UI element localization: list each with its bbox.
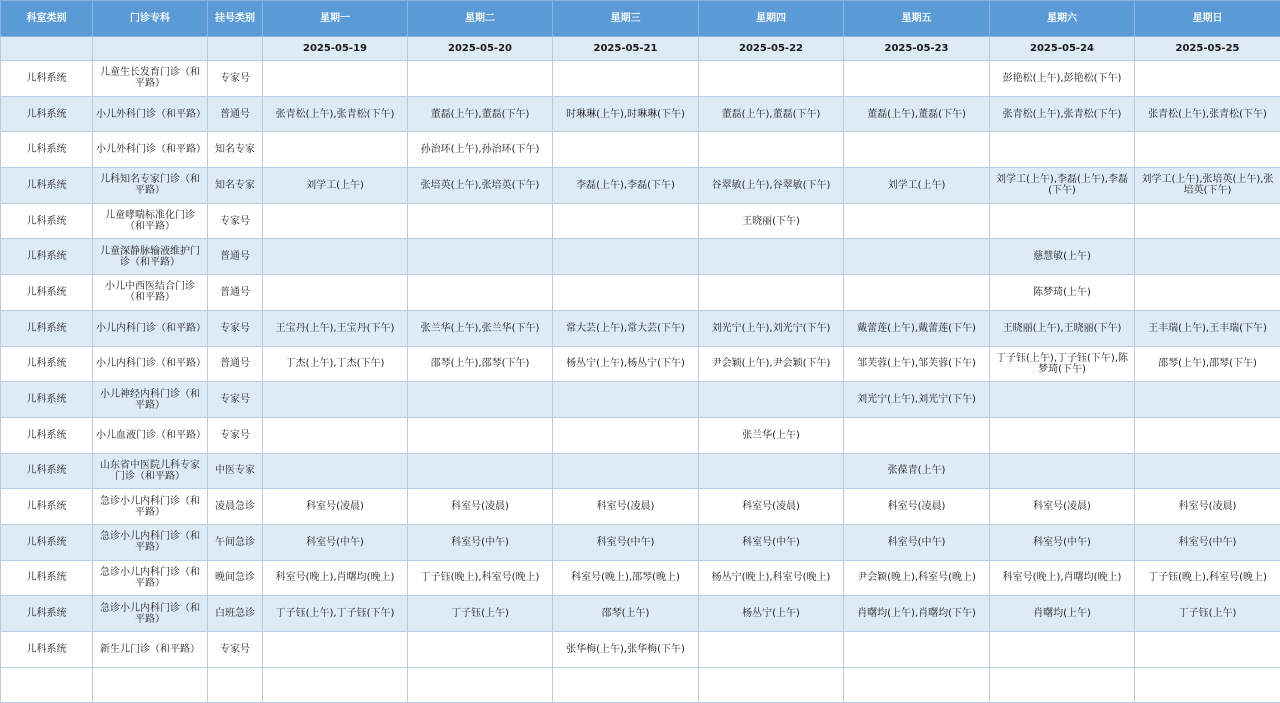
clinic-cell: 急诊小儿内科门诊（和平路） xyxy=(93,524,208,560)
schedule-cell: 彭艳松(上午),彭艳松(下午) xyxy=(990,61,1135,97)
table-row xyxy=(1,61,1280,97)
column-header: 星期五 xyxy=(844,1,990,37)
table-row xyxy=(1,382,1280,418)
registration-type-cell: 白班急诊 xyxy=(208,596,263,632)
schedule-cell: 张青松(上午),张青松(下午) xyxy=(990,96,1135,132)
registration-type-cell: 专家号 xyxy=(208,417,263,453)
schedule-cell xyxy=(990,132,1135,168)
schedule-cell: 张兰华(上午) xyxy=(699,417,844,453)
clinic-cell: 山东省中医院儿科专家门诊（和平路） xyxy=(93,453,208,489)
department-cell: 儿科系统 xyxy=(1,346,93,382)
schedule-cell xyxy=(263,61,408,97)
department-cell: 儿科系统 xyxy=(1,453,93,489)
table-row xyxy=(1,453,1280,489)
schedule-cell: 杨丛宁(上午) xyxy=(699,596,844,632)
table-body xyxy=(1,61,1280,703)
table-row xyxy=(1,275,1280,311)
schedule-cell: 刘学工(上午),李磊(上午),李磊(下午) xyxy=(990,168,1135,204)
schedule-cell xyxy=(408,632,553,668)
registration-type-cell: 晚间急诊 xyxy=(208,560,263,596)
column-header: 挂号类别 xyxy=(208,1,263,37)
schedule-cell xyxy=(1135,61,1280,97)
schedule-cell: 科室号(凌晨) xyxy=(1135,489,1280,525)
table-row xyxy=(1,239,1280,275)
date-cell xyxy=(1,37,93,61)
schedule-cell: 科室号(中午) xyxy=(844,524,990,560)
schedule-cell xyxy=(553,382,699,418)
schedule-cell: 刘学工(上午) xyxy=(263,168,408,204)
department-cell: 儿科系统 xyxy=(1,203,93,239)
empty-cell xyxy=(1135,667,1280,703)
schedule-cell: 邵琴(上午),邵琴(下午) xyxy=(408,346,553,382)
empty-cell xyxy=(93,667,208,703)
column-header: 星期二 xyxy=(408,1,553,37)
department-cell: 儿科系统 xyxy=(1,524,93,560)
table-row-empty xyxy=(1,667,1280,703)
clinic-cell: 急诊小儿内科门诊（和平路） xyxy=(93,489,208,525)
registration-type-cell: 专家号 xyxy=(208,632,263,668)
registration-type-cell: 知名专家 xyxy=(208,168,263,204)
schedule-cell: 张葆青(上午) xyxy=(844,453,990,489)
schedule-cell xyxy=(408,239,553,275)
schedule-cell xyxy=(844,417,990,453)
table-row xyxy=(1,168,1280,204)
department-cell: 儿科系统 xyxy=(1,239,93,275)
date-cell: 2025-05-22 xyxy=(699,37,844,61)
schedule-cell xyxy=(990,203,1135,239)
schedule-cell: 杨丛宁(晚上),科室号(晚上) xyxy=(699,560,844,596)
empty-cell xyxy=(1,667,93,703)
date-cell: 2025-05-23 xyxy=(844,37,990,61)
table-row xyxy=(1,346,1280,382)
schedule-cell xyxy=(263,417,408,453)
date-cell: 2025-05-24 xyxy=(990,37,1135,61)
table-row xyxy=(1,417,1280,453)
schedule-cell xyxy=(263,632,408,668)
schedule-cell xyxy=(1135,453,1280,489)
schedule-cell: 杨丛宁(上午),杨丛宁(下午) xyxy=(553,346,699,382)
department-cell: 儿科系统 xyxy=(1,417,93,453)
schedule-cell: 刘学工(上午),张培英(上午),张培英(下午) xyxy=(1135,168,1280,204)
registration-type-cell: 中医专家 xyxy=(208,453,263,489)
schedule-cell: 常大芸(上午),常大芸(下午) xyxy=(553,310,699,346)
date-cell: 2025-05-21 xyxy=(553,37,699,61)
schedule-cell: 董磊(上午),董磊(下午) xyxy=(408,96,553,132)
department-cell: 儿科系统 xyxy=(1,596,93,632)
schedule-cell: 李磊(上午),李磊(下午) xyxy=(553,168,699,204)
schedule-cell: 刘光宁(上午),刘光宁(下午) xyxy=(699,310,844,346)
schedule-cell xyxy=(1135,382,1280,418)
schedule-cell: 张华梅(上午),张华梅(下午) xyxy=(553,632,699,668)
date-cell xyxy=(208,37,263,61)
date-cell: 2025-05-19 xyxy=(263,37,408,61)
schedule-cell: 肖曙均(上午),肖曙均(下午) xyxy=(844,596,990,632)
date-cell xyxy=(93,37,208,61)
schedule-cell xyxy=(844,132,990,168)
table-row xyxy=(1,560,1280,596)
schedule-cell: 王宝丹(上午),王宝丹(下午) xyxy=(263,310,408,346)
empty-cell xyxy=(553,667,699,703)
schedule-cell: 王丰瑞(上午),王丰瑞(下午) xyxy=(1135,310,1280,346)
schedule-cell xyxy=(263,382,408,418)
schedule-cell xyxy=(408,382,553,418)
registration-type-cell: 午间急诊 xyxy=(208,524,263,560)
schedule-cell: 戴蕾莲(上午),戴蕾莲(下午) xyxy=(844,310,990,346)
department-cell: 儿科系统 xyxy=(1,96,93,132)
schedule-cell: 邵琴(上午) xyxy=(553,596,699,632)
schedule-cell: 董磊(上午),董磊(下午) xyxy=(844,96,990,132)
schedule-cell: 科室号(凌晨) xyxy=(990,489,1135,525)
schedule-cell xyxy=(990,453,1135,489)
schedule-cell: 肖曙均(上午) xyxy=(990,596,1135,632)
department-cell: 儿科系统 xyxy=(1,61,93,97)
schedule-cell xyxy=(553,132,699,168)
schedule-cell xyxy=(699,382,844,418)
schedule-cell: 科室号(中午) xyxy=(990,524,1135,560)
empty-cell xyxy=(844,667,990,703)
column-header: 星期一 xyxy=(263,1,408,37)
schedule-cell xyxy=(408,417,553,453)
schedule-cell: 张培英(上午),张培英(下午) xyxy=(408,168,553,204)
schedule-cell xyxy=(844,61,990,97)
schedule-cell: 邵琴(上午),邵琴(下午) xyxy=(1135,346,1280,382)
schedule-cell xyxy=(699,632,844,668)
column-header: 星期三 xyxy=(553,1,699,37)
clinic-cell: 小儿外科门诊（和平路） xyxy=(93,132,208,168)
schedule-cell: 丁子钰(晚上),科室号(晚上) xyxy=(408,560,553,596)
schedule-cell xyxy=(1135,132,1280,168)
schedule-cell: 科室号(凌晨) xyxy=(699,489,844,525)
clinic-cell: 儿科知名专家门诊（和平路） xyxy=(93,168,208,204)
schedule-cell xyxy=(990,417,1135,453)
schedule-cell xyxy=(844,203,990,239)
clinic-cell: 儿童哮喘标准化门诊（和平路） xyxy=(93,203,208,239)
clinic-cell: 小儿内科门诊（和平路） xyxy=(93,346,208,382)
clinic-cell: 小儿血液门诊（和平路） xyxy=(93,417,208,453)
schedule-cell: 丁杰(上午),丁杰(下午) xyxy=(263,346,408,382)
schedule-cell: 科室号(凌晨) xyxy=(844,489,990,525)
clinic-cell: 急诊小儿内科门诊（和平路） xyxy=(93,560,208,596)
date-row xyxy=(1,37,1280,61)
schedule-cell: 慈慧敏(上午) xyxy=(990,239,1135,275)
department-cell: 儿科系统 xyxy=(1,275,93,311)
date-cell: 2025-05-25 xyxy=(1135,37,1280,61)
table-row xyxy=(1,632,1280,668)
schedule-cell: 王晓丽(上午),王晓丽(下午) xyxy=(990,310,1135,346)
schedule-cell: 尹会颖(晚上),科室号(晚上) xyxy=(844,560,990,596)
schedule-cell: 科室号(中午) xyxy=(263,524,408,560)
table-row xyxy=(1,310,1280,346)
schedule-cell: 丁子钰(上午),丁子钰(下午) xyxy=(263,596,408,632)
table-row xyxy=(1,524,1280,560)
schedule-cell xyxy=(844,632,990,668)
schedule-cell: 孙治环(上午),孙治环(下午) xyxy=(408,132,553,168)
department-cell: 儿科系统 xyxy=(1,132,93,168)
schedule-cell xyxy=(990,632,1135,668)
schedule-cell: 科室号(中午) xyxy=(699,524,844,560)
schedule-cell xyxy=(1135,203,1280,239)
schedule-cell: 科室号(凌晨) xyxy=(263,489,408,525)
schedule-cell: 张青松(上午),张青松(下午) xyxy=(263,96,408,132)
clinic-cell: 小儿内科门诊（和平路） xyxy=(93,310,208,346)
registration-type-cell: 普通号 xyxy=(208,239,263,275)
column-header: 星期六 xyxy=(990,1,1135,37)
schedule-cell: 科室号(凌晨) xyxy=(553,489,699,525)
empty-cell xyxy=(263,667,408,703)
department-cell: 儿科系统 xyxy=(1,632,93,668)
schedule-cell xyxy=(553,239,699,275)
schedule-cell: 丁子钰(晚上),科室号(晚上) xyxy=(1135,560,1280,596)
schedule-cell: 邹芙蓉(上午),邹芙蓉(下午) xyxy=(844,346,990,382)
schedule-cell: 时琳琳(上午),时琳琳(下午) xyxy=(553,96,699,132)
schedule-cell: 陈梦琦(上午) xyxy=(990,275,1135,311)
schedule-cell xyxy=(699,275,844,311)
registration-type-cell: 专家号 xyxy=(208,382,263,418)
schedule-cell: 谷翠敏(上午),谷翠敏(下午) xyxy=(699,168,844,204)
schedule-cell xyxy=(1135,275,1280,311)
schedule-cell xyxy=(263,132,408,168)
schedule-cell xyxy=(263,203,408,239)
schedule-cell xyxy=(1135,239,1280,275)
schedule-cell xyxy=(263,239,408,275)
schedule-cell xyxy=(1135,632,1280,668)
schedule-cell: 科室号(中午) xyxy=(408,524,553,560)
registration-type-cell: 专家号 xyxy=(208,61,263,97)
date-cell: 2025-05-20 xyxy=(408,37,553,61)
schedule-cell xyxy=(408,61,553,97)
empty-cell xyxy=(990,667,1135,703)
registration-type-cell: 凌晨急诊 xyxy=(208,489,263,525)
schedule-cell: 丁子钰(上午),丁子钰(下午),陈梦琦(下午) xyxy=(990,346,1135,382)
clinic-cell: 小儿神经内科门诊（和平路） xyxy=(93,382,208,418)
schedule-cell xyxy=(553,61,699,97)
registration-type-cell: 专家号 xyxy=(208,203,263,239)
schedule-cell: 科室号(晚上),邵琴(晚上) xyxy=(553,560,699,596)
registration-type-cell: 专家号 xyxy=(208,310,263,346)
clinic-cell: 新生儿门诊（和平路） xyxy=(93,632,208,668)
department-cell: 儿科系统 xyxy=(1,560,93,596)
clinic-cell: 儿童生长发育门诊（和平路） xyxy=(93,61,208,97)
schedule-cell xyxy=(699,132,844,168)
clinic-cell: 急诊小儿内科门诊（和平路） xyxy=(93,596,208,632)
clinic-cell: 小儿外科门诊（和平路） xyxy=(93,96,208,132)
schedule-cell xyxy=(553,203,699,239)
schedule-cell: 科室号(晚上),肖曙均(晚上) xyxy=(990,560,1135,596)
department-cell: 儿科系统 xyxy=(1,382,93,418)
table-row xyxy=(1,596,1280,632)
schedule-cell xyxy=(263,275,408,311)
schedule-cell xyxy=(408,203,553,239)
schedule-cell: 张兰华(上午),张兰华(下午) xyxy=(408,310,553,346)
registration-type-cell: 普通号 xyxy=(208,346,263,382)
schedule-cell: 尹会颖(上午),尹会颖(下午) xyxy=(699,346,844,382)
schedule-cell xyxy=(844,275,990,311)
table-row xyxy=(1,203,1280,239)
schedule-cell xyxy=(553,275,699,311)
table-row xyxy=(1,489,1280,525)
schedule-cell xyxy=(990,382,1135,418)
registration-type-cell: 知名专家 xyxy=(208,132,263,168)
schedule-cell: 丁子钰(上午) xyxy=(408,596,553,632)
column-header: 星期四 xyxy=(699,1,844,37)
schedule-cell: 科室号(中午) xyxy=(553,524,699,560)
schedule-cell xyxy=(408,453,553,489)
schedule-cell xyxy=(263,453,408,489)
schedule-cell xyxy=(408,275,553,311)
clinic-cell: 小儿中西医结合门诊（和平路） xyxy=(93,275,208,311)
schedule-cell: 刘光宁(上午),刘光宁(下午) xyxy=(844,382,990,418)
department-cell: 儿科系统 xyxy=(1,310,93,346)
schedule-cell xyxy=(553,417,699,453)
schedule-cell xyxy=(699,453,844,489)
schedule-cell xyxy=(699,239,844,275)
column-header: 星期日 xyxy=(1135,1,1280,37)
column-header: 科室类别 xyxy=(1,1,93,37)
schedule-cell xyxy=(1135,417,1280,453)
column-header: 门诊专科 xyxy=(93,1,208,37)
empty-cell xyxy=(208,667,263,703)
department-cell: 儿科系统 xyxy=(1,168,93,204)
table-row xyxy=(1,96,1280,132)
schedule-cell: 科室号(晚上),肖曙均(晚上) xyxy=(263,560,408,596)
schedule-cell xyxy=(844,239,990,275)
schedule-cell: 丁子钰(上午) xyxy=(1135,596,1280,632)
schedule-cell xyxy=(553,453,699,489)
schedule-cell: 张青松(上午),张青松(下午) xyxy=(1135,96,1280,132)
schedule-cell: 刘学工(上午) xyxy=(844,168,990,204)
header-row xyxy=(1,1,1280,37)
registration-type-cell: 普通号 xyxy=(208,96,263,132)
table-row xyxy=(1,132,1280,168)
schedule-cell: 王晓丽(下午) xyxy=(699,203,844,239)
empty-cell xyxy=(699,667,844,703)
schedule-cell: 科室号(中午) xyxy=(1135,524,1280,560)
clinic-cell: 儿童深静脉输液维护门诊（和平路） xyxy=(93,239,208,275)
department-cell: 儿科系统 xyxy=(1,489,93,525)
registration-type-cell: 普通号 xyxy=(208,275,263,311)
schedule-cell: 董磊(上午),董磊(下午) xyxy=(699,96,844,132)
schedule-cell: 科室号(凌晨) xyxy=(408,489,553,525)
empty-cell xyxy=(408,667,553,703)
schedule-cell xyxy=(699,61,844,97)
